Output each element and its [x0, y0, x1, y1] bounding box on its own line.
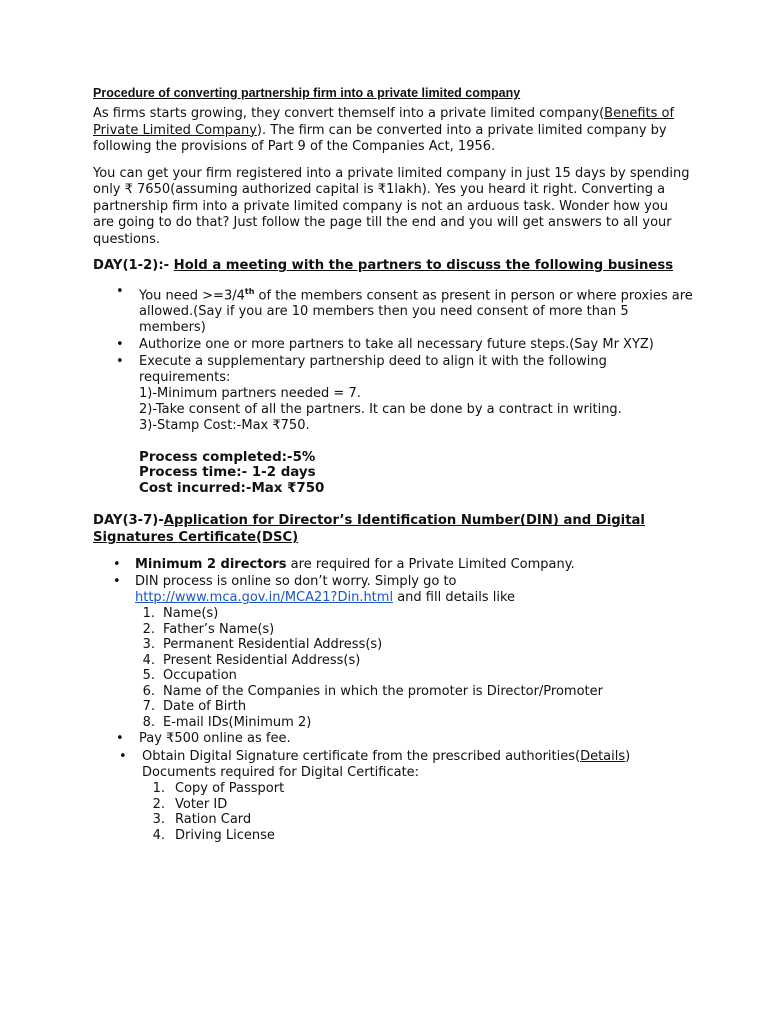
- doc-item-text: Ration Card: [175, 812, 252, 828]
- process-completed: Process completed:-5%: [139, 449, 316, 465]
- list-item: [135, 653, 693, 669]
- day3-heading: [93, 513, 693, 546]
- dsc-text-b: ): [625, 749, 631, 765]
- bullet-icon: •: [116, 283, 124, 299]
- list-number: 8.: [142, 714, 155, 730]
- list-item: [93, 749, 693, 843]
- list-item: [93, 731, 693, 747]
- list-item: [135, 622, 693, 638]
- bullet-icon: •: [116, 353, 124, 369]
- min-directors: Minimum 2 directors: [135, 557, 287, 573]
- list-number: 6.: [142, 683, 155, 699]
- doc-item-text: Copy of Passport: [175, 781, 285, 797]
- list-item: [135, 637, 693, 653]
- consent-text-a: You need >=3/4: [139, 287, 245, 303]
- docs-intro: Documents required for Digital Certificate:: [142, 765, 420, 781]
- bullet-icon: •: [113, 574, 121, 590]
- intro-paragraph: [93, 106, 693, 156]
- intro-text-b: ). The firm can be converted into a private limited company by following the provisions of Part 9 of the Companies Act, 1956.: [93, 122, 667, 154]
- list-number: 4.: [152, 827, 165, 843]
- authorize-text: Authorize one or more partners to take all necessary future steps.(Say Mr XYZ): [139, 336, 654, 352]
- day3-title: Application for Director’s Identification Number(DIN) and Digital Signatures Certificate(DSC): [93, 513, 645, 545]
- list-item: [93, 557, 693, 573]
- list-number: 2.: [142, 621, 155, 637]
- documents-list: [142, 781, 693, 843]
- list-number: 4.: [142, 652, 155, 668]
- list-item: [135, 668, 693, 684]
- dsc-text: Obtain Digital Signature certificate from the prescribed authorities(: [142, 749, 581, 765]
- list-number: 1.: [152, 781, 165, 797]
- list-item: [93, 574, 693, 730]
- mca-din-link[interactable]: http://www.mca.gov.in/MCA21?Din.html: [135, 590, 394, 606]
- list-item: [142, 812, 693, 828]
- list-number: 5.: [142, 668, 155, 684]
- list-item: [93, 284, 693, 336]
- requirement-1: 1)-Minimum partners needed = 7.: [139, 385, 361, 401]
- document-page: [93, 86, 693, 844]
- day3-list: [93, 557, 693, 843]
- din-item-text: Date of Birth: [163, 699, 247, 715]
- day1-stats: [139, 450, 693, 497]
- document-title: Procedure of converting partnership firm into a private limited company: [93, 86, 521, 100]
- list-item: [93, 337, 693, 353]
- list-item: [142, 828, 693, 844]
- din-item-text: Name(s): [163, 606, 219, 622]
- requirement-2: 2)-Take consent of all the partners. It can be done by a contract in writing.: [139, 401, 622, 417]
- din-item-text: Occupation: [163, 668, 237, 684]
- min-directors-text: are required for a Private Limited Company.: [286, 557, 575, 573]
- bullet-icon: •: [119, 749, 127, 765]
- doc-item-text: Driving License: [175, 827, 275, 843]
- din-item-text: Father’s Name(s): [163, 621, 275, 637]
- day1-heading: [93, 258, 693, 275]
- day3-label: DAY(3-7)-: [93, 513, 164, 529]
- list-item: [135, 715, 693, 731]
- list-number: 2.: [152, 796, 165, 812]
- day1-label: DAY(1-2):-: [93, 258, 174, 273]
- list-item: [142, 797, 693, 813]
- process-time: Process time:- 1-2 days: [139, 465, 316, 481]
- cost-paragraph: You can get your firm registered into a private limited company in just 15 days by spending only ₹ 7650(assuming authorized capital is ₹1lakh). Yes you heard it right. Converting a partnership firm into a private limited company is not an arduous task. Wonder how you are going to do that? Just follow the page till the end and you will get answers to all your questions.: [93, 165, 690, 247]
- cost-incurred: Cost incurred:-Max ₹750: [139, 480, 325, 496]
- din-text: DIN process is online so don’t worry. Simply go to: [135, 574, 457, 590]
- list-number: 7.: [142, 699, 155, 715]
- doc-item-text: Voter ID: [175, 796, 228, 812]
- din-item-text: Permanent Residential Address(s): [163, 637, 383, 653]
- bullet-icon: •: [116, 336, 124, 352]
- din-text-b: and fill details like: [393, 590, 516, 606]
- din-item-text: Name of the Companies in which the promoter is Director/Promoter: [163, 683, 603, 699]
- list-item: [93, 354, 693, 497]
- requirement-3: 3)-Stamp Cost:-Max ₹750.: [139, 417, 310, 433]
- list-number: 1.: [142, 606, 155, 622]
- deed-text: Execute a supplementary partnership deed to align it with the following requirements:: [139, 353, 607, 385]
- bullet-icon: •: [113, 557, 121, 573]
- list-item: [142, 781, 693, 797]
- benefits-link[interactable]: Benefits of Private Limited Company: [93, 106, 675, 138]
- din-item-text: Present Residential Address(s): [163, 652, 361, 668]
- superscript: th: [244, 286, 255, 296]
- day1-title: Hold a meeting with the partners to discuss the following business: [173, 258, 674, 273]
- list-item: [135, 606, 693, 622]
- consent-text-b: of the members consent as present in person or where proxies are allowed.(Say if you are 10 members then you need consent of more than 5 members): [139, 287, 693, 335]
- list-number: 3.: [142, 637, 155, 653]
- list-item: [135, 684, 693, 700]
- intro-text-a: As firms starts growing, they convert themself into a private limited company(: [93, 106, 605, 121]
- din-item-text: E-mail IDs(Minimum 2): [163, 714, 312, 730]
- din-details-list: [135, 606, 693, 730]
- bullet-icon: •: [116, 731, 124, 747]
- fee-text: Pay ₹500 online as fee.: [139, 731, 291, 747]
- list-item: [135, 699, 693, 715]
- details-link[interactable]: Details: [580, 749, 626, 765]
- list-number: 3.: [152, 812, 165, 828]
- day1-list: [93, 284, 693, 497]
